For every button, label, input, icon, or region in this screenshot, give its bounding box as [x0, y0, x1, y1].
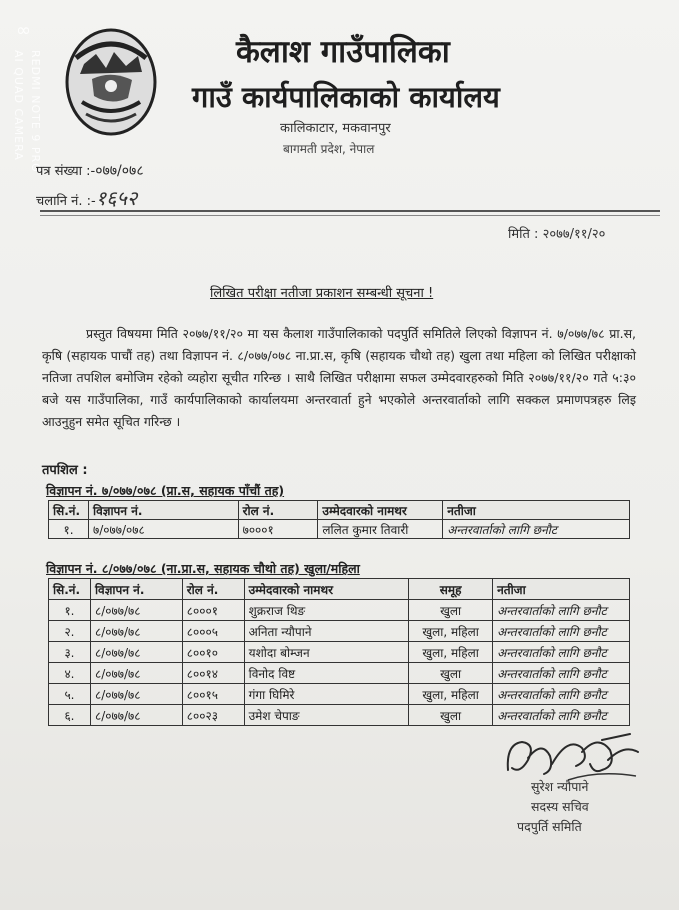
column-header: रोल नं. [182, 579, 244, 600]
candidate-name-cell: यशोदा बोम्जन [244, 642, 409, 663]
table-row [49, 663, 630, 684]
results-table-1 [48, 500, 630, 539]
table-row [49, 684, 630, 705]
column-header: समूह [409, 579, 493, 600]
roll-no-cell: ८००२३ [182, 705, 244, 726]
column-header: विज्ञापन नं. [88, 501, 238, 520]
table1-title: विज्ञापन नं. ७/०७७/०७८ (प्रा.स, सहायक पाँचौं तह) [46, 483, 285, 498]
roll-no-cell: ८०००१ [182, 600, 244, 621]
address-line-2: बागमती प्रदेश, नेपाल [283, 142, 375, 156]
serial-cell: ५. [49, 684, 91, 705]
result-cell: अन्तरवार्ताको लागि छनौट [493, 642, 630, 663]
group-cell: खुला, महिला [409, 684, 493, 705]
table-row [49, 520, 630, 539]
candidate-name-cell: अनिता न्यौपाने [244, 621, 409, 642]
roll-no-cell: ८००१० [182, 642, 244, 663]
result-cell: अन्तरवार्ताको लागि छनौट [493, 663, 630, 684]
advert-no-cell: ८/०७७/७८ [90, 621, 182, 642]
result-cell: अन्तरवार्ताको लागि छनौट [493, 684, 630, 705]
column-header: उम्मेदवारको नामथर [244, 579, 409, 600]
watermark-line2: AI QUAD CAMERA [12, 50, 25, 161]
signatory-designation: सदस्य सचिव [531, 799, 589, 814]
signatory-name: सुरेश न्यौपाने [531, 779, 589, 794]
watermark-symbol: ∞ [16, 20, 29, 41]
org-name: कैलाश गाउँपालिका [236, 34, 450, 70]
office-name: गाउँ कार्यपालिकाको कार्यालय [192, 80, 500, 114]
nepal-emblem-icon [62, 24, 160, 142]
notice-date: मिति : २०७७/११/२० [508, 227, 606, 242]
group-cell: खुला, महिला [409, 642, 493, 663]
advert-no-cell: ८/०७७/७८ [90, 600, 182, 621]
advert-no-cell: ८/०७७/७८ [90, 642, 182, 663]
result-cell: अन्तरवार्ताको लागि छनौट [443, 520, 630, 539]
serial-cell: ६. [49, 705, 91, 726]
table-row [49, 705, 630, 726]
notice-subject: लिखित परीक्षा नतीजा प्रकाशन सम्बन्धी सूचना ! [210, 286, 434, 301]
reference-label: पत्र संख्या :- [36, 164, 96, 179]
reference-value: ०७७/०७८ [95, 163, 144, 179]
roll-no-cell: ८००१५ [182, 684, 244, 705]
candidate-name-cell: गंगा घिमिरे [244, 684, 409, 705]
header-divider-thin [40, 215, 660, 216]
advert-no-cell: ८/०७७/७८ [90, 684, 182, 705]
column-header: सि.नं. [49, 579, 91, 600]
candidate-name-cell: ललित कुमार तिवारी [318, 520, 443, 539]
column-header: उम्मेदवारको नामथर [318, 501, 443, 520]
notice-body: प्रस्तुत विषयमा मिति २०७७/११/२० मा यस कैलाश गाउँपालिकाको पदपुर्ति समितिले लिएको विज्ञापन नं. ७/०७७/७८ प्रा.स, कृषि (सहायक पाचौं तह) तथा विज्ञापन नं. ८/०७७/०७८ ना.प्रा.स, कृषि (सहायक चौथो तह) खुला तथा महिला को लिखित परीक्षाको नतिजा तपशिल बमोजिम रहेको व्यहोरा सूचीत गरिन्छ । साथै लिखित परीक्षामा सफल उम्मेदवारहरुको मिति २०७७/११/२० गते ५:३० बजे यस गाउँपालिका, गाउँ कार्यपालिकाको कार्यालयमा अन्तरवार्ता हुने भएकोले अन्तरवार्ताको लागि सक्कल प्रमाणपत्रहरु लिइ आउनुहुन समेत सूचित गरिन्छ । [42, 326, 636, 429]
group-cell: खुला [409, 600, 493, 621]
result-cell: अन्तरवार्ताको लागि छनौट [493, 600, 630, 621]
serial-cell: १. [49, 600, 91, 621]
roll-no-cell: ८००१४ [182, 663, 244, 684]
result-cell: अन्तरवार्ताको लागि छनौट [493, 621, 630, 642]
serial-cell: ३. [49, 642, 91, 663]
table-row [49, 642, 630, 663]
serial-cell: २. [49, 621, 91, 642]
dispatch-value: १६५२ [95, 186, 138, 210]
table-header-row [49, 579, 630, 600]
column-header: विज्ञापन नं. [90, 579, 182, 600]
table2-title: विज्ञापन नं. ८/०७७/०७८ (ना.प्रा.स, सहायक चौथो तह) खुला/महिला [46, 561, 360, 576]
dispatch-number [36, 184, 137, 211]
header-divider [40, 210, 660, 212]
results-table-2 [48, 578, 630, 726]
table-row [49, 621, 630, 642]
table-row [49, 600, 630, 621]
column-header: रोल नं. [238, 501, 318, 520]
signatory-committee: पदपुर्ति समिति [517, 819, 582, 834]
advert-no-cell: ८/०७७/७८ [90, 705, 182, 726]
group-cell: खुला, महिला [409, 621, 493, 642]
dispatch-label: चलानि नं. :- [36, 194, 96, 209]
watermark-line1: REDMI NOTE 9 PRO [29, 50, 42, 173]
candidate-name-cell: उमेश चेपाङ [244, 705, 409, 726]
reference-number [36, 161, 144, 180]
details-label: तपशिल : [42, 463, 88, 478]
candidate-name-cell: विनोद विष्ट [244, 663, 409, 684]
column-header: नतीजा [443, 501, 630, 520]
group-cell: खुला [409, 705, 493, 726]
address-line-1: कालिकाटार, मकवानपुर [280, 121, 391, 136]
result-cell: अन्तरवार्ताको लागि छनौट [493, 705, 630, 726]
roll-no-cell: ८०००५ [182, 621, 244, 642]
advert-no-cell: ८/०७७/७८ [90, 663, 182, 684]
table-header-row [49, 501, 630, 520]
column-header: नतीजा [493, 579, 630, 600]
candidate-name-cell: शुक्रराज थिङ [244, 600, 409, 621]
serial-cell: १. [49, 520, 89, 539]
column-header: सि.नं. [49, 501, 89, 520]
group-cell: खुला [409, 663, 493, 684]
serial-cell: ४. [49, 663, 91, 684]
roll-no-cell: ७०००१ [238, 520, 318, 539]
watermark-text [8, 50, 42, 173]
advert-no-cell: ७/०७७/०७८ [88, 520, 238, 539]
